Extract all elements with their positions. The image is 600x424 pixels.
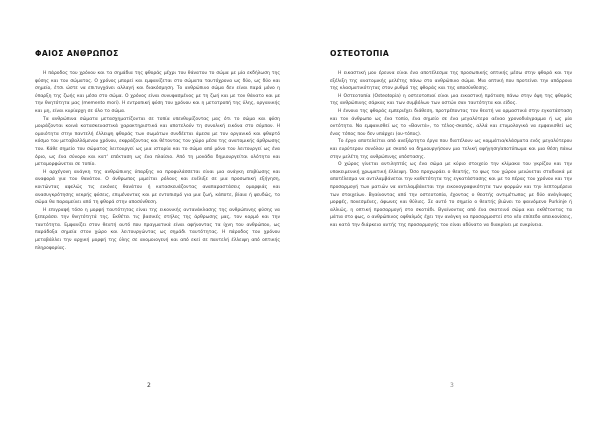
right-paragraph-1: Η εικαστική μου έρευνα είναι ένα αποτέλεσμα της προσωπικής οπτικής μέσω στην φθορά και την εξέλιξη της ανατομικής μελέτης πάνω στο ανθρώπινο σώμα. Μια οπτική που προτείνει την απόρροια της κλασματικότητας στον ρυθμό της φθοράς και της αποσύνθεσης. <box>330 71 572 92</box>
left-paragraph-4: Η επιγραφή τόσο η μορφή ταυτότητας είναι της εικονικής αντανάκλασης της ανθρώπινης φύσης να ξεπεράσει την θνητότητά της. Εκθέτει τις βασικές στήλες της άρθρωσης μας, τον κορμό και την ταυτότητα. Εμφανίζει στον θεατή αυτό που πραγματικά είναι αφήνοντας τα ίχνη του ανθρώπου, ως παράδοξα σημεία στον χώρο και λειτουργώντας ως σημάδι ταυτότητας. Η πάροδος του χρόνου μεταβάλλει την αρχική μορφή της ύλης σε ανομοιογενή και από εκεί σε παντελή έλλειψη από οπτικής πληροφορίας. <box>35 207 280 251</box>
left-paragraph-3: Η αρχέγονη ανάγκη της ανθρώπινης ύπαρξης να προφυλάσσεται είναι μια ανάγκη επιβίωσης και αναφορά για του θανάτου. Ο άνθρωπος μιμείται ρόλους και ενέλιξε σε μια προσωπική εξήγηση, κοιτώντας αφελώς τις εικόνες θανάτου ή κατασκευάζοντας αναπαραστάσεις ομορφιάς και ανασυγκρότησης νεκρής φύσεις, επιμένοντας και με εντοπισμό για μια ζωή, κάποτε, βίαια ή ψευδώς, το σώμα θα παραμείνει από τη φθορά στην αποσύνθεση. <box>35 169 280 206</box>
right-page-title: ΟΣΤΕΟΤΟΠΙΑ <box>330 49 390 58</box>
right-page <box>300 0 600 424</box>
right-paragraph-4: Το έργο αποτελείται από ανεξάρτητα έργα που διατέλουν ως κομμάτια/κλάσματα ενός μεγαλύτερου και ευρύτερου συνόλου με σκοπό να δημιουργήσουν μια τελική αφήγηση/αποτύπωμα και μια θέση πάνω στην μελέτη της ανθρώπινης υπόστασης. <box>330 139 572 160</box>
left-page-number: 2 <box>147 382 151 389</box>
right-paragraph-3: Η έννοια της φθοράς εμπεριέχει διάθεση, προτρέποντας τον θεατή να ορμαστικά στην εγκατάσταση και τον άνθρωπο ως ένα τοπίο, ένα σημείο σε ένα μεγαλύτερο αέναο χρονοδιάγραμμα ή ως μία οντότητα. Να εμφανισθεί ως το «Βανιτά», το τέλος-σκοπός, αλλά και ετυμολογικά να εμφανισθεί ως ένας τόπος που δεν υπάρχει (ου-τόπος). <box>330 108 572 137</box>
left-page-title: ΦΑΙΟΣ ΑΝΘΡΩΠΟΣ <box>35 49 119 58</box>
right-paragraph-5: Ο χώρος γίνεται αντιληπτός ως ένα σώμα με κύριο στοιχείο την κλίμακα του γκρίζου και την υποκειμενική χρωματική έλλειψη. Όσο προχωράει ο θεατής, το φως του χώρου μειώνεται σταδιακά με αποτέλεσμα να αντιλαμβάνεται την καθετότητα της εγκατάστασης και με το πέρας του χρόνου και την προσαρμογή των ματιών να αντιλαμβάνεται την εικονογραφικότητα των φορμών και την λεπτομέρεια των στοιχείων. Βγαίνοντας από την οστεοτοπία, έχοντας ο θεατής αντιμέτωπος με δύο ανάγλυφες μορφές, πονεσμένες, άφωνες και θύλιες. Σε αυτό το σημείο ο θεατής βιώνει το φαινόμενο Purkinje ή αλλιώς, η οπτική προσαρμογή στο σκοτάδι. Βγαίνοντας από ένα σκοτεινό σώμα και εκθέτοντας τα μάτια στο φως, ο ανθρώπινος οφθαλμός έχει την ανάγκη να προσαρμοστεί στο νέο επίπεδο απεικονίσεις, και κατά την διάρκεια αυτής της προσαρμογής του είναι αδύνατο να διακρίνει με ευκρίνεια. <box>330 162 572 228</box>
left-paragraph-1: Η πάροδος του χρόνου και τα σημάδια της φθοράς μέχρι του θάνατου το σώμα με μία εκδήλωση της φύσης και του σώματος. Ο χρόνος μπορεί και εμφανίζεται στο σώματα ταυτόχρονα ως δύο, ως δύο και σημείο, έτσι ώστε να επιτυγχάνει αλλαγή και διακόσμηση. Το ανθρώπινο σώμα δεν είναι παρά μόνο η ύπαρξη της ζωής και μέσα στο σώμα. Ο χρόνος είναι συνυφασμένος με τη ζωή και με τον θάνατο και με την θνητότητα μας (memento mori). Η εντροπική φύση του χρόνου και η μετατροπή της ύλης, οργανικής και μη, είναι κυρίαρχη σε όλο το σώμα. <box>35 71 280 114</box>
left-paragraph-2: Τα ανθρώπινα σώματα μετασχηματίζονται σε τοπία υπενθυμίζοντας μας ότι το σώμα και φύση μοιράζονται κοινά κατασκευαστικά χαρακτηριστικά και αποτελούν τη συνολική εικόνα στο σύμπαν. Η ομοιότητα στην παντελή έλλειψη φθοράς των σωμάτων συνδέεται άμεσα με τον οργανικό και φθαρτό κόσμο του μεταβαλλόμενου χρόνου, εκφράζοντας και θέτοντας τον χώρο μέσα της ανατομικής άρθρωσης του. Κάθε σημείο του σώματος λειτουργεί ως μια ιστορία και το σώμα από μόνο του λειτουργεί ως ένα όριο, ως ένα σύνορο και κατ' επέκταση ως ένα πλαίσιο. Από τη μονάδα δημιουργείται ολότητα και μεταμορφώνεται σε τοπίο. <box>35 116 280 168</box>
right-page-number: 3 <box>450 382 454 389</box>
right-paragraph-2: Η Οστεοτοπία (Osteotopia) η οστεοτοπιαί είναι μια εικαστική πρόταση πάνω στην όψη της φθοράς της ανθρώπινης σάρκας και των συμβόλων των οστών σαν ταυτότητα και είδος. <box>330 93 572 107</box>
